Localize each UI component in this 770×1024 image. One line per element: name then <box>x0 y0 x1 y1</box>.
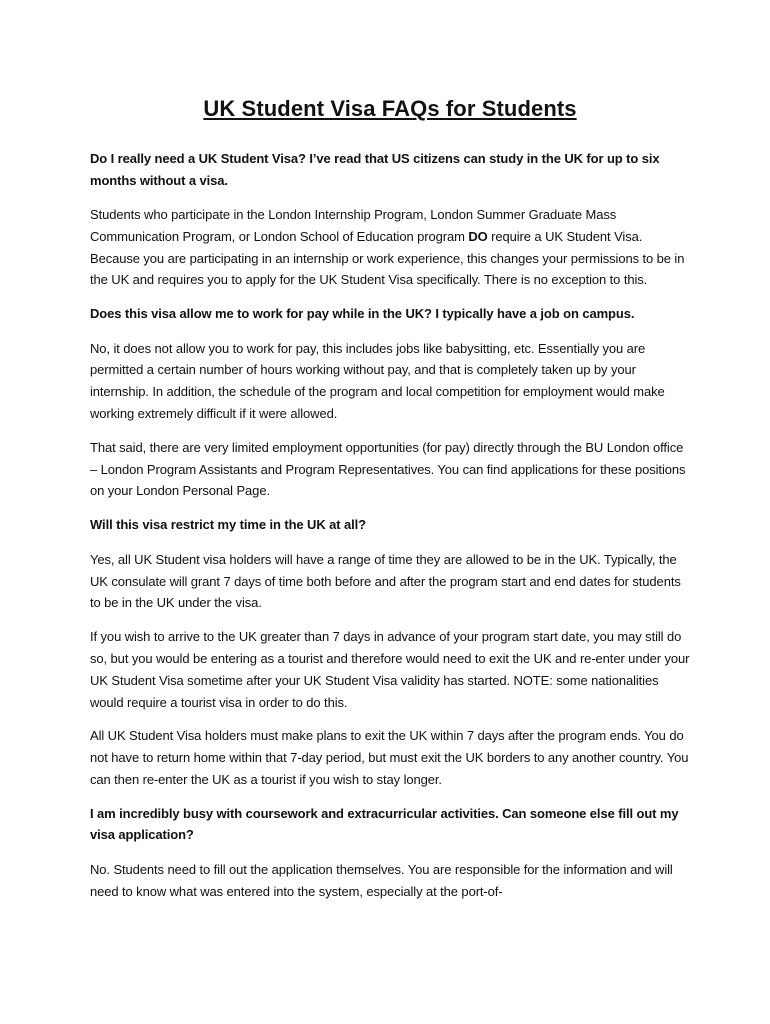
faq-question-4: I am incredibly busy with coursework and extracurricular activities. Can someone else fill out my visa application? <box>90 805 679 843</box>
faq-answer-4-1: No. Students need to fill out the application themselves. You are responsible for the information and will need to know what was entered into the system, especially at the port-of- <box>90 861 673 899</box>
faq-question-1: Do I really need a UK Student Visa? I’ve read that US citizens can study in the UK for up to six months without a visa. <box>90 151 660 188</box>
faq-question-2: Does this visa allow me to work for pay while in the UK? I typically have a job on campus. <box>90 306 635 322</box>
answer-text: Students who participate in the London Internship Program, London Summer Graduate Mass Communication Program, or London School of Education program <box>90 207 617 244</box>
faq-answer-2-2: That said, there are very limited employment opportunities (for pay) directly through the BU London office – London Program Assistants and Program Representatives. You can find applications for these positions on your London Personal Page. <box>90 439 686 499</box>
answer-text: require a UK Student Visa. Because you are participating in an internship or work experience, this changes your permissions to be in the UK and requires you to apply for the UK Student Visa specifically. There is no exception to this. <box>90 228 685 288</box>
document-title: UK Student Visa FAQs for Students <box>203 96 577 121</box>
answer-emphasis: DO <box>468 228 488 244</box>
faq-answer-3-1: Yes, all UK Student visa holders will have a range of time they are allowed to be in the UK. Typically, the UK consulate will grant 7 days of time both before and after the program start and end dates for students to be in the UK under the visa. <box>90 551 681 611</box>
faq-answer-2-1: No, it does not allow you to work for pay, this includes jobs like babysitting, etc. Essentially you are permitted a certain number of hours working without pay, and that is completely taken up by your internship. In addition, the schedule of the program and local competition for employment would make working extremely difficult if it were allowed. <box>90 340 665 422</box>
faq-answer-1-1 <box>90 204 690 291</box>
faq-answer-3-3: All UK Student Visa holders must make plans to exit the UK within 7 days after the program ends. You do not have to return home within that 7-day period, but must exit the UK borders to any another country. You can then re-enter the UK as a tourist if you wish to stay longer. <box>90 728 689 787</box>
document-page <box>90 96 690 914</box>
faq-answer-3-2: If you wish to arrive to the UK greater than 7 days in advance of your program start date, you may still do so, but you would be entering as a tourist and therefore would need to exit the UK and re-enter under your UK Student Visa sometime after your UK Student Visa validity has started. NOTE: some nationalities would require a tourist visa in order to do this. <box>90 629 690 710</box>
faq-question-3: Will this visa restrict my time in the UK at all? <box>90 517 367 533</box>
